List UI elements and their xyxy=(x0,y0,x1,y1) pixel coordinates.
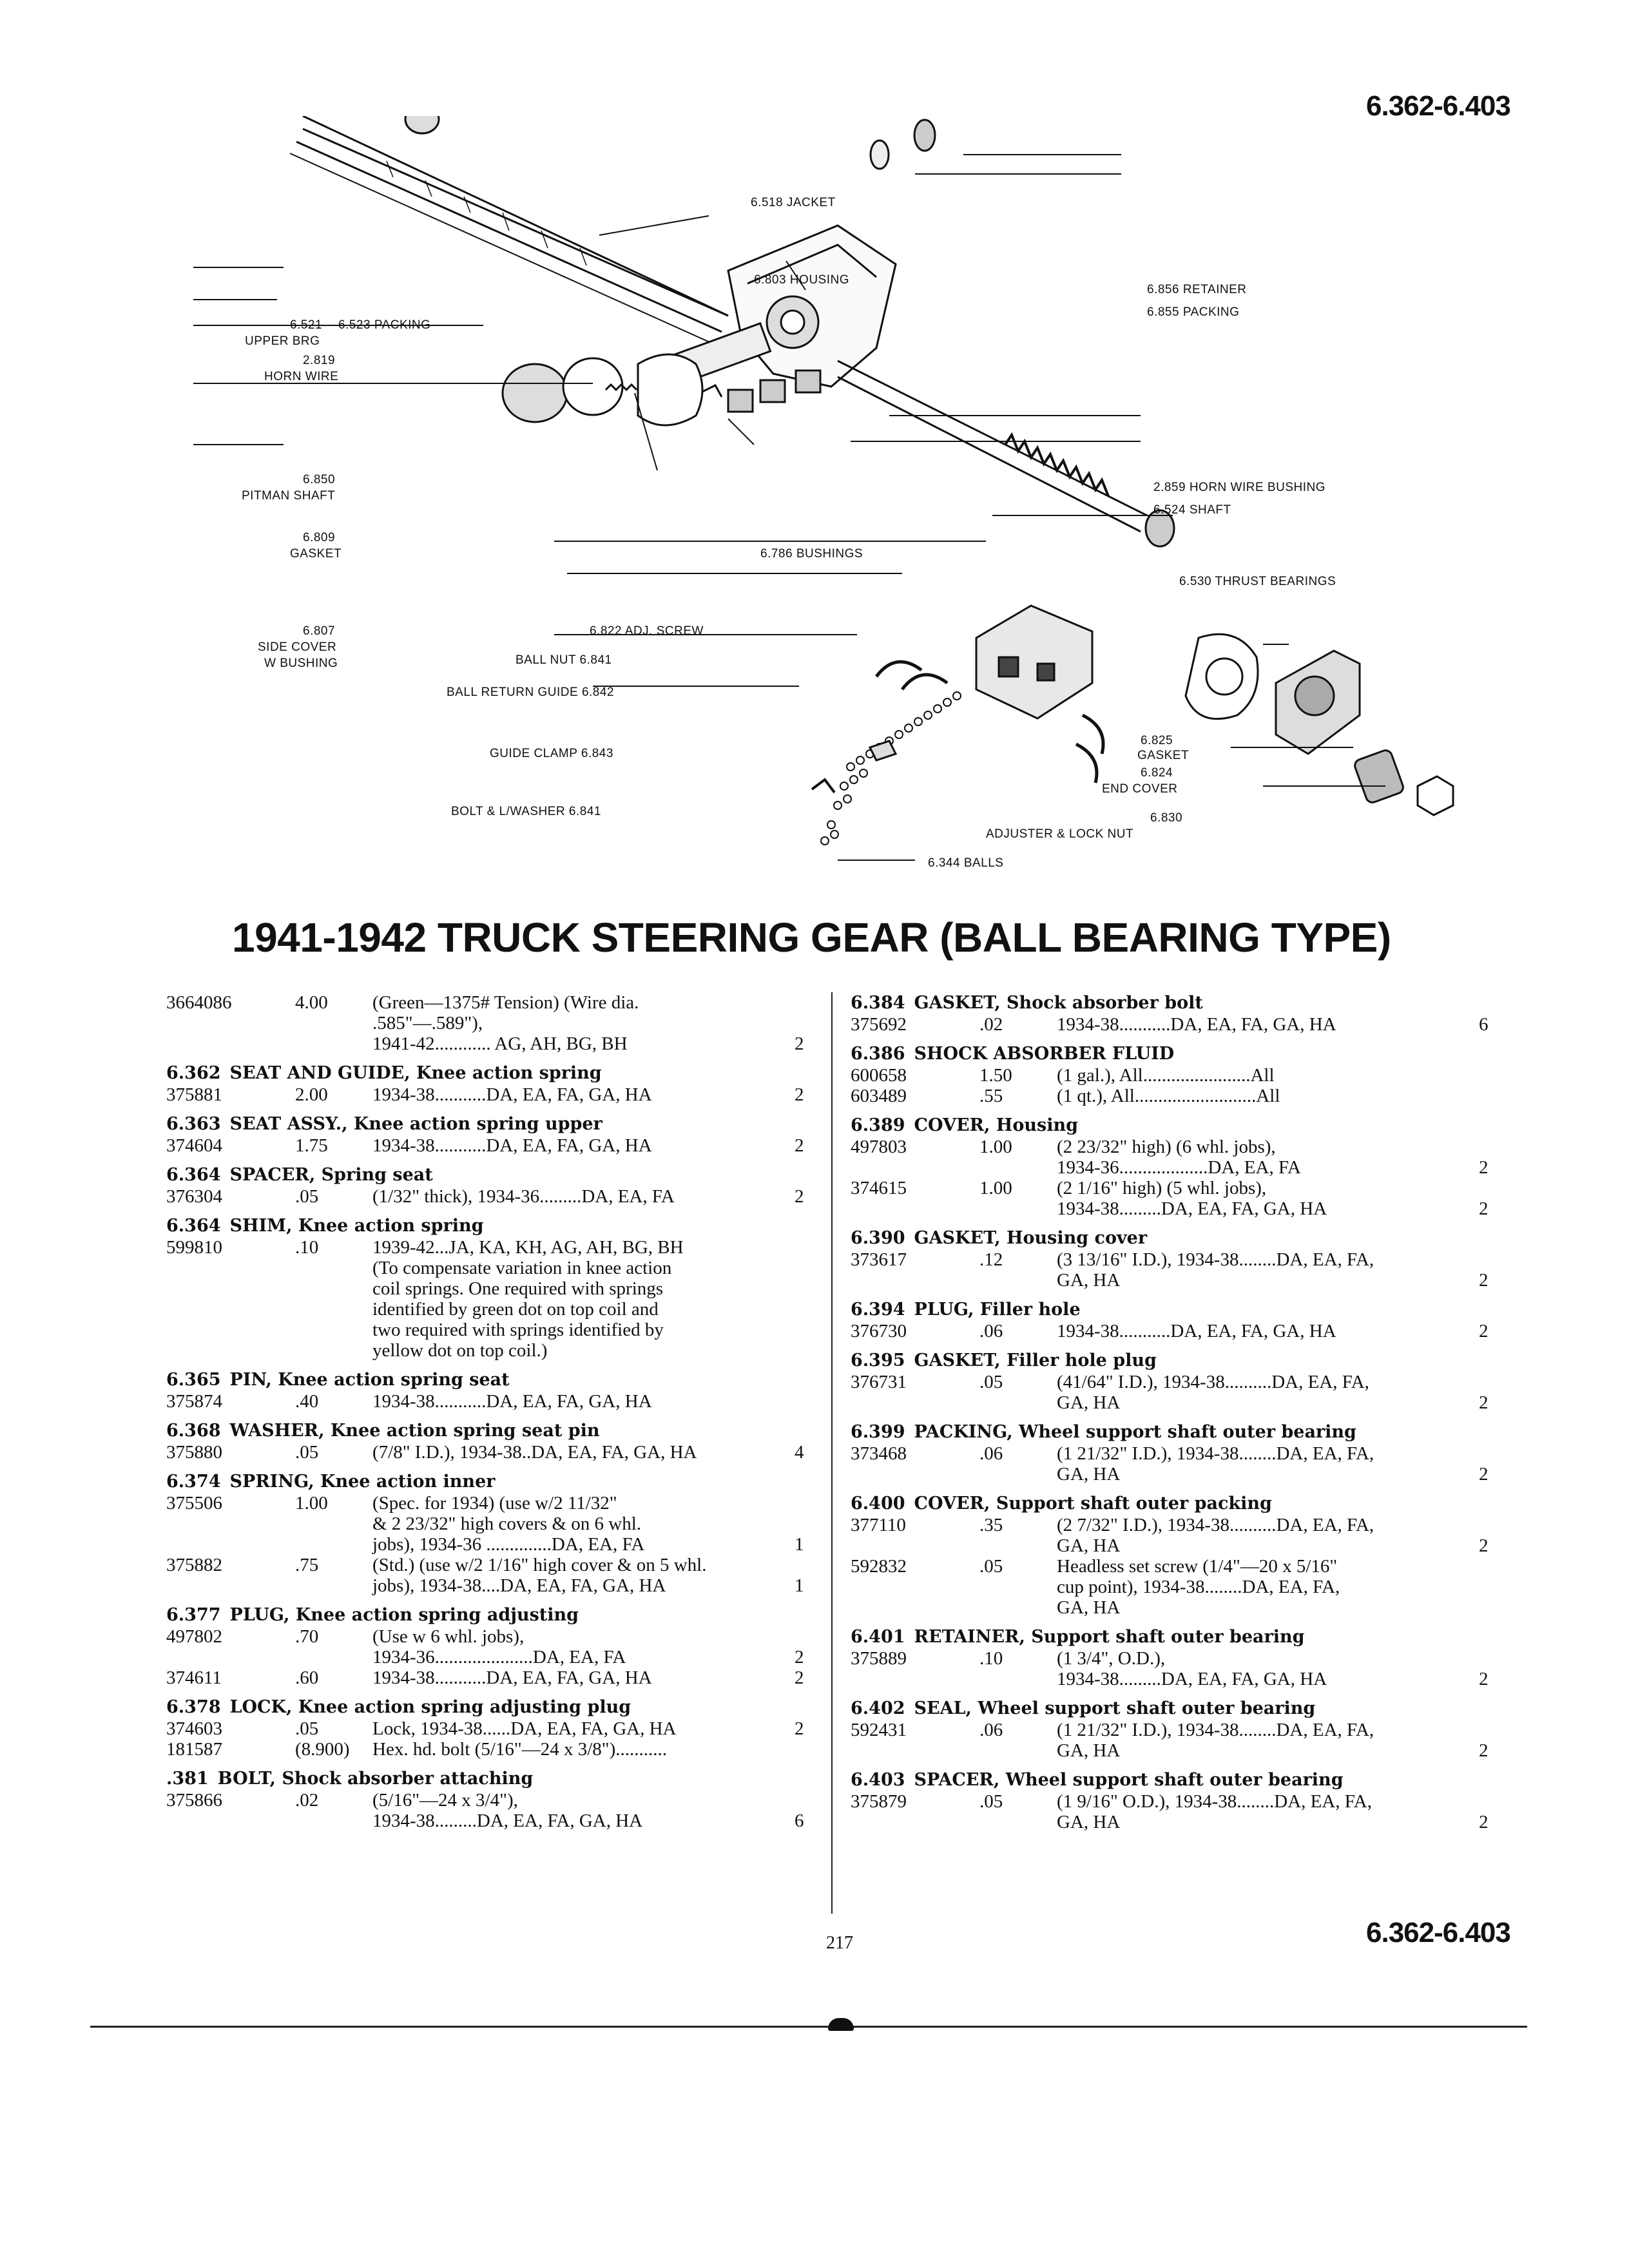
part-number: 181587 xyxy=(166,1739,222,1760)
entry-code: 6.364 xyxy=(166,1216,221,1236)
part-number: 376731 xyxy=(851,1372,907,1392)
label-guide-clamp: GUIDE CLAMP 6.843 xyxy=(490,747,613,760)
parts-list-left xyxy=(166,992,811,1840)
part-description: (1 9/16" O.D.), 1934-38........DA, EA, FA, GA, HA xyxy=(1057,1791,1372,1832)
label-bolt-washer: BOLT & L/WASHER 6.841 xyxy=(451,805,601,818)
label-side-cover: SIDE COVER xyxy=(258,640,337,654)
part-quantity: 2 xyxy=(1479,1740,1489,1761)
entry-code: 6.400 xyxy=(851,1494,905,1514)
part-number: 374611 xyxy=(166,1667,222,1688)
page-code-top: 6.362-6.403 xyxy=(1366,90,1510,122)
parts-entry xyxy=(851,1493,1495,1618)
part-price: .06 xyxy=(979,1321,1003,1341)
parts-entry xyxy=(166,1768,811,1831)
part-description: (2 7/32" I.D.), 1934-38..........DA, EA, FA, GA, HA xyxy=(1057,1515,1374,1556)
parts-entry xyxy=(851,1043,1495,1106)
footer-rule xyxy=(90,2026,1527,2028)
part-quantity: 2 xyxy=(1479,1321,1489,1341)
entry-code: 6.403 xyxy=(851,1770,905,1790)
part-row xyxy=(166,1555,811,1596)
part-row xyxy=(166,1790,811,1831)
part-number: 374615 xyxy=(851,1178,907,1198)
entry-heading xyxy=(851,1493,1495,1515)
label-shaft: 6.524 SHAFT xyxy=(1153,503,1231,517)
parts-entry xyxy=(166,1164,811,1207)
page-code-bottom: 6.362-6.403 xyxy=(1366,1917,1510,1948)
entry-name: SEAL, Wheel support shaft outer bearing xyxy=(914,1698,1316,1718)
label-thrust: 6.530 THRUST BEARINGS xyxy=(1179,575,1336,588)
part-row xyxy=(166,1135,811,1156)
part-quantity: 1 xyxy=(795,1575,804,1596)
entry-heading xyxy=(166,1420,811,1442)
part-description: (3 13/16" I.D.), 1934-38........DA, EA, FA, GA, HA xyxy=(1057,1249,1374,1291)
part-number: 497802 xyxy=(166,1626,222,1647)
part-quantity: 6 xyxy=(1479,1014,1489,1035)
label-end-cover-code: 6.824 xyxy=(1141,766,1173,780)
part-price: .05 xyxy=(295,1718,319,1739)
entry-code: 6.402 xyxy=(851,1698,905,1718)
label-upper-brg-packing: 6.523 PACKING xyxy=(338,318,431,332)
entry-heading xyxy=(851,1299,1495,1321)
part-description: (5/16"—24 x 3/4"), 1934-38.........DA, EA, FA, GA, HA xyxy=(372,1790,643,1831)
part-description: (41/64" I.D.), 1934-38..........DA, EA, FA, GA, HA xyxy=(1057,1372,1369,1413)
entry-code: .381 xyxy=(166,1769,209,1789)
part-price: .02 xyxy=(979,1014,1003,1035)
entry-name: RETAINER, Support shaft outer bearing xyxy=(914,1627,1305,1647)
entry-code: 6.399 xyxy=(851,1422,905,1442)
label-balls: 6.344 BALLS xyxy=(928,856,1004,870)
entry-code: 6.386 xyxy=(851,1044,905,1064)
entry-name: SPRING, Knee action inner xyxy=(229,1472,496,1492)
part-description: (Green—1375# Tension) (Wire dia. .585"—.589"), 1941-42............ AG, AH, BG, BH xyxy=(372,992,639,1054)
label-adjuster-code: 6.830 xyxy=(1150,811,1183,825)
part-description: (1/32" thick), 1934-36.........DA, EA, FA xyxy=(372,1186,675,1207)
entry-code: 6.374 xyxy=(166,1472,221,1492)
entry-name: SPACER, Wheel support shaft outer bearing xyxy=(914,1770,1344,1790)
part-price: 1.00 xyxy=(979,1137,1012,1157)
part-number: 592431 xyxy=(851,1720,907,1740)
part-number: 599810 xyxy=(166,1237,222,1258)
parts-entry xyxy=(166,992,811,1054)
parts-entry xyxy=(166,1369,811,1412)
part-row xyxy=(851,1014,1495,1035)
part-quantity: 2 xyxy=(1479,1270,1489,1291)
part-row xyxy=(851,1443,1495,1485)
entry-name: COVER, Housing xyxy=(914,1115,1078,1135)
entry-code: 6.368 xyxy=(166,1421,221,1441)
parts-entry xyxy=(851,1227,1495,1291)
label-ball-return: BALL RETURN GUIDE 6.842 xyxy=(447,686,614,699)
entry-name: LOCK, Knee action spring adjusting plug xyxy=(229,1697,631,1717)
part-description: 1934-38...........DA, EA, FA, GA, HA xyxy=(372,1084,652,1105)
part-row xyxy=(166,1084,811,1105)
entry-code: 6.365 xyxy=(166,1370,221,1390)
entry-name: GASKET, Filler hole plug xyxy=(914,1350,1157,1370)
label-upper-brg: UPPER BRG xyxy=(245,334,320,348)
label-adj-screw: 6.822 ADJ. SCREW xyxy=(590,624,704,638)
entry-name: PLUG, Knee action spring adjusting xyxy=(229,1605,579,1625)
parts-entry xyxy=(166,1062,811,1105)
part-price: .02 xyxy=(295,1790,319,1811)
part-price: .10 xyxy=(295,1237,319,1258)
parts-entry xyxy=(851,1769,1495,1832)
part-row xyxy=(166,1493,811,1555)
parts-entry xyxy=(166,1604,811,1688)
entry-name: COVER, Support shaft outer packing xyxy=(914,1494,1272,1514)
parts-entry xyxy=(851,1115,1495,1219)
part-row xyxy=(851,1515,1495,1556)
part-description: (Use w 6 whl. jobs), 1934-36.....................DA, EA, FA xyxy=(372,1626,626,1667)
part-row xyxy=(851,1178,1495,1219)
part-row xyxy=(851,1321,1495,1341)
label-horn-wire: HORN WIRE xyxy=(264,370,339,383)
part-description: 1934-38...........DA, EA, FA, GA, HA xyxy=(1057,1321,1336,1341)
part-row xyxy=(166,1626,811,1667)
entry-name: PLUG, Filler hole xyxy=(914,1300,1081,1320)
part-description: (1 21/32" I.D.), 1934-38........DA, EA, FA, GA, HA xyxy=(1057,1720,1374,1761)
entry-heading xyxy=(851,992,1495,1014)
part-price: 1.00 xyxy=(295,1493,328,1514)
parts-entry xyxy=(166,1471,811,1596)
part-number: 603489 xyxy=(851,1086,907,1106)
part-row xyxy=(166,1442,811,1463)
part-price: 1.75 xyxy=(295,1135,328,1156)
part-price: 4.00 xyxy=(295,992,328,1013)
page-title: 1941-1942 TRUCK STEERING GEAR (BALL BEARING TYPE) xyxy=(232,914,1391,961)
part-description: (1 gal.), All.......................All xyxy=(1057,1065,1275,1086)
entry-heading xyxy=(166,1471,811,1493)
part-description: (7/8" I.D.), 1934-38..DA, EA, FA, GA, HA xyxy=(372,1442,697,1463)
part-price: .06 xyxy=(979,1443,1003,1464)
part-quantity: 2 xyxy=(795,1647,804,1667)
entry-name: PACKING, Wheel support shaft outer bearing xyxy=(914,1422,1356,1442)
part-quantity: 2 xyxy=(1479,1812,1489,1832)
part-price: .06 xyxy=(979,1720,1003,1740)
label-end-cover: END COVER xyxy=(1102,782,1178,796)
part-price: 1.50 xyxy=(979,1065,1012,1086)
entry-name: PIN, Knee action spring seat xyxy=(229,1370,510,1390)
part-description: 1939-42...JA, KA, KH, AG, AH, BG, BH (To compensate variation in knee action coil springs. One required with springs identified by green dot on top coil and two required with springs identified by yellow dot on top coil.) xyxy=(372,1237,684,1361)
part-price: .12 xyxy=(979,1249,1003,1270)
part-number: 375881 xyxy=(166,1084,222,1105)
part-number: 374603 xyxy=(166,1718,222,1739)
label-gasket: GASKET xyxy=(290,547,342,561)
part-row xyxy=(851,1249,1495,1291)
part-row xyxy=(851,1372,1495,1413)
part-price: .70 xyxy=(295,1626,319,1647)
entry-heading xyxy=(166,1215,811,1237)
part-row xyxy=(851,1086,1495,1106)
part-row xyxy=(166,1391,811,1412)
part-price: .55 xyxy=(979,1086,1003,1106)
part-price: .40 xyxy=(295,1391,319,1412)
part-description: (2 1/16" high) (5 whl. jobs), 1934-38.........DA, EA, FA, GA, HA xyxy=(1057,1178,1327,1219)
part-price: (8.900) xyxy=(295,1739,350,1760)
parts-entry xyxy=(851,1421,1495,1485)
label-bushings: 6.786 BUSHINGS xyxy=(760,547,863,561)
entry-heading xyxy=(851,1350,1495,1372)
part-description: (Spec. for 1934) (use w/2 11/32" & 2 23/32" high covers & on 6 whl. jobs), 1934-36 ..............DA, EA, FA xyxy=(372,1493,645,1555)
part-row xyxy=(851,1648,1495,1689)
part-price: .05 xyxy=(295,1186,319,1207)
part-number: 375866 xyxy=(166,1790,222,1811)
part-quantity: 2 xyxy=(795,1718,804,1739)
entry-code: 6.362 xyxy=(166,1063,221,1083)
part-number: 3664086 xyxy=(166,992,232,1013)
part-row xyxy=(166,1237,811,1361)
entry-name: SHIM, Knee action spring xyxy=(229,1216,484,1236)
part-number: 375889 xyxy=(851,1648,907,1669)
entry-heading xyxy=(166,1696,811,1718)
part-price: 2.00 xyxy=(295,1084,328,1105)
label-gasket-825-code: 6.825 xyxy=(1141,734,1173,747)
part-price: 1.00 xyxy=(979,1178,1012,1198)
parts-entry xyxy=(851,1698,1495,1761)
part-price: .10 xyxy=(979,1648,1003,1669)
part-quantity: 2 xyxy=(795,1033,804,1054)
entry-heading xyxy=(166,1062,811,1084)
entry-code: 6.390 xyxy=(851,1228,905,1248)
part-quantity: 2 xyxy=(1479,1198,1489,1219)
parts-entry xyxy=(851,1626,1495,1689)
entry-heading xyxy=(166,1604,811,1626)
entry-code: 6.364 xyxy=(166,1165,221,1185)
page-number: 217 xyxy=(826,1933,853,1953)
part-price: .35 xyxy=(979,1515,1003,1535)
part-description: 1934-38...........DA, EA, FA, GA, HA xyxy=(372,1391,652,1412)
part-number: 375879 xyxy=(851,1791,907,1812)
entry-code: 6.395 xyxy=(851,1350,905,1370)
part-row xyxy=(166,1739,811,1760)
entry-name: GASKET, Housing cover xyxy=(914,1228,1148,1248)
parts-entry xyxy=(166,1420,811,1463)
label-pitman: PITMAN SHAFT xyxy=(242,489,336,503)
entry-heading xyxy=(851,1227,1495,1249)
part-quantity: 2 xyxy=(1479,1392,1489,1413)
part-row xyxy=(166,1186,811,1207)
entry-heading xyxy=(166,1113,811,1135)
part-number: 376730 xyxy=(851,1321,907,1341)
part-description: (Std.) (use w/2 1/16" high cover & on 5 whl. jobs), 1934-38....DA, EA, FA, GA, HA xyxy=(372,1555,707,1596)
part-quantity: 2 xyxy=(1479,1669,1489,1689)
parts-entry xyxy=(851,992,1495,1035)
part-description: 1934-38...........DA, EA, FA, GA, HA xyxy=(372,1667,652,1688)
label-retainer: 6.856 RETAINER xyxy=(1147,283,1247,296)
label-horn-wire-bushing: 2.859 HORN WIRE BUSHING xyxy=(1153,481,1325,494)
part-row xyxy=(851,1720,1495,1761)
part-number: 375692 xyxy=(851,1014,907,1035)
entry-heading xyxy=(166,1768,811,1790)
part-number: 592832 xyxy=(851,1556,907,1577)
part-quantity: 4 xyxy=(795,1442,804,1463)
part-number: 375874 xyxy=(166,1391,222,1412)
part-quantity: 6 xyxy=(795,1811,804,1831)
entry-name: SHOCK ABSORBER FLUID xyxy=(914,1044,1175,1064)
label-side-cover-code: 6.807 xyxy=(303,624,336,638)
entry-code: 6.363 xyxy=(166,1114,221,1134)
part-description: Hex. hd. bolt (5/16"—24 x 3/8")........... xyxy=(372,1739,668,1760)
parts-entry xyxy=(166,1215,811,1361)
part-description: Headless set screw (1/4"—20 x 5/16" cup point), 1934-38........DA, EA, FA, GA, HA xyxy=(1057,1556,1340,1618)
part-number: 373617 xyxy=(851,1249,907,1270)
entry-heading xyxy=(851,1115,1495,1137)
part-quantity: 2 xyxy=(1479,1464,1489,1485)
part-quantity: 2 xyxy=(1479,1157,1489,1178)
label-jacket: 6.518 JACKET xyxy=(751,196,836,209)
label-gasket-code: 6.809 xyxy=(303,531,336,544)
entry-heading xyxy=(166,1164,811,1186)
parts-entry xyxy=(851,1299,1495,1341)
parts-list-right xyxy=(851,992,1495,1841)
entry-name: SEAT AND GUIDE, Knee action spring xyxy=(229,1063,602,1083)
part-price: .05 xyxy=(295,1442,319,1463)
part-number: 375880 xyxy=(166,1442,222,1463)
part-price: .05 xyxy=(979,1791,1003,1812)
parts-entry xyxy=(166,1113,811,1156)
part-quantity: 2 xyxy=(795,1084,804,1105)
part-quantity: 1 xyxy=(795,1534,804,1555)
entry-code: 6.377 xyxy=(166,1605,221,1625)
entry-heading xyxy=(851,1769,1495,1791)
footer-mark xyxy=(828,2018,854,2031)
entry-heading xyxy=(851,1043,1495,1065)
label-packing-855: 6.855 PACKING xyxy=(1147,305,1240,319)
part-row xyxy=(851,1556,1495,1618)
part-number: 375882 xyxy=(166,1555,222,1575)
part-description: (1 3/4", O.D.), 1934-38.........DA, EA, FA, GA, HA xyxy=(1057,1648,1327,1689)
part-description: (2 23/32" high) (6 whl. jobs), 1934-36...................DA, EA, FA xyxy=(1057,1137,1301,1178)
entry-code: 6.378 xyxy=(166,1697,221,1717)
label-w-bushing: W BUSHING xyxy=(264,657,338,670)
label-ball-nut: BALL NUT 6.841 xyxy=(516,653,612,667)
part-row xyxy=(166,1718,811,1739)
part-row xyxy=(166,992,811,1054)
part-number: 376304 xyxy=(166,1186,222,1207)
entry-name: BOLT, Shock absorber attaching xyxy=(217,1769,534,1789)
part-description: (1 21/32" I.D.), 1934-38........DA, EA, FA, GA, HA xyxy=(1057,1443,1374,1485)
part-price: .75 xyxy=(295,1555,319,1575)
part-quantity: 2 xyxy=(795,1186,804,1207)
entry-heading xyxy=(166,1369,811,1391)
entry-code: 6.389 xyxy=(851,1115,905,1135)
steering-gear-diagram xyxy=(193,116,1482,889)
part-quantity: 2 xyxy=(795,1667,804,1688)
entry-heading xyxy=(851,1698,1495,1720)
part-number: 600658 xyxy=(851,1065,907,1086)
entry-name: WASHER, Knee action spring seat pin xyxy=(229,1421,600,1441)
part-price: .60 xyxy=(295,1667,319,1688)
part-row xyxy=(851,1791,1495,1832)
entry-name: SEAT ASSY., Knee action spring upper xyxy=(229,1114,602,1134)
parts-entry xyxy=(166,1696,811,1760)
part-number: 374604 xyxy=(166,1135,222,1156)
entry-code: 6.401 xyxy=(851,1627,905,1647)
parts-entry xyxy=(851,1350,1495,1413)
entry-code: 6.384 xyxy=(851,993,905,1013)
part-number: 373468 xyxy=(851,1443,907,1464)
part-number: 377110 xyxy=(851,1515,906,1535)
part-price: .05 xyxy=(979,1556,1003,1577)
label-adjuster: ADJUSTER & LOCK NUT xyxy=(986,827,1134,841)
part-price: .05 xyxy=(979,1372,1003,1392)
entry-heading xyxy=(851,1626,1495,1648)
entry-name: SPACER, Spring seat xyxy=(229,1165,433,1185)
part-quantity: 2 xyxy=(1479,1535,1489,1556)
part-row xyxy=(851,1137,1495,1178)
entry-heading xyxy=(851,1421,1495,1443)
label-upper-brg-code: 6.521 xyxy=(290,318,323,332)
part-row xyxy=(166,1667,811,1688)
label-housing: 6.803 HOUSING xyxy=(754,273,849,287)
part-number: 375506 xyxy=(166,1493,222,1514)
label-pitman-code: 6.850 xyxy=(303,473,336,486)
column-divider xyxy=(831,992,833,1914)
entry-code: 6.394 xyxy=(851,1300,905,1320)
label-gasket-825: GASKET xyxy=(1137,749,1190,762)
part-description: 1934-38...........DA, EA, FA, GA, HA xyxy=(372,1135,652,1156)
entry-name: GASKET, Shock absorber bolt xyxy=(914,993,1203,1013)
part-number: 497803 xyxy=(851,1137,907,1157)
part-quantity: 2 xyxy=(795,1135,804,1156)
part-description: 1934-38...........DA, EA, FA, GA, HA xyxy=(1057,1014,1336,1035)
label-horn-wire-code: 2.819 xyxy=(303,354,336,367)
part-description: (1 qt.), All..........................All xyxy=(1057,1086,1280,1106)
part-row xyxy=(851,1065,1495,1086)
part-description: Lock, 1934-38......DA, EA, FA, GA, HA xyxy=(372,1718,677,1739)
